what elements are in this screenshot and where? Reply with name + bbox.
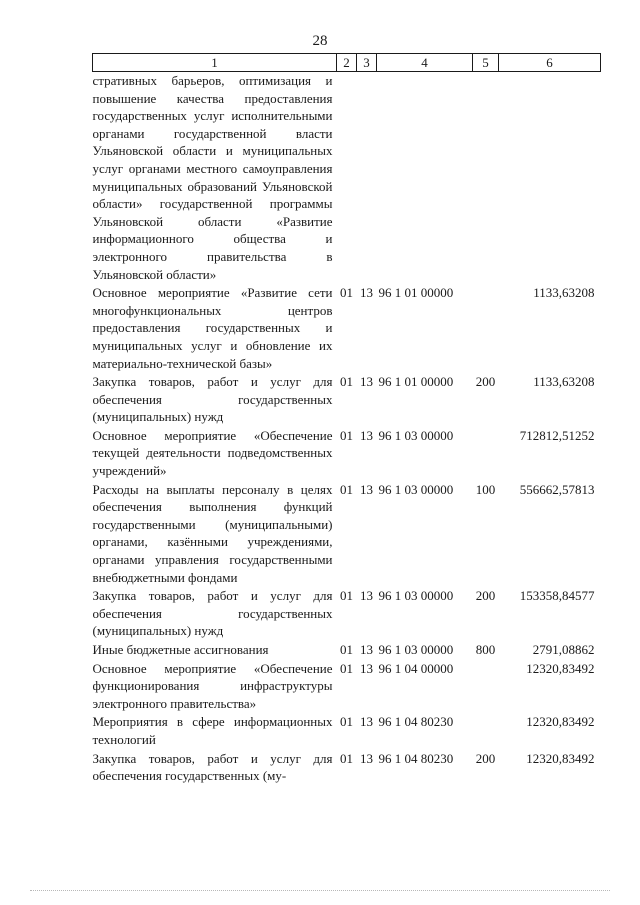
row-sum — [499, 72, 601, 285]
table-header — [93, 54, 601, 72]
row-name: Основное мероприятие «Обеспечение функционирования инфраструктуры электронного правительства» — [92, 660, 333, 711]
row-csr: 96 1 04 80230 — [378, 750, 454, 766]
row-name: Закупка товаров, работ и услуг для обеспечения государственных (му- — [92, 750, 333, 784]
row-csr: 96 1 01 00000 — [378, 285, 454, 301]
row-name: Расходы на выплаты персоналу в целях обеспечения выполнения функций государственными (муниципальными) органами, казёнными учреждениями, органами управления государственными внебюджетными фондами — [92, 481, 333, 585]
row-sum: 1133,63208 — [533, 374, 595, 390]
row-vr — [473, 713, 499, 749]
row-rz: 01 — [340, 714, 353, 730]
header-col-6: 6 — [499, 54, 601, 72]
row-pr: 13 — [360, 374, 373, 390]
row-name: Закупка товаров, работ и услуг для обеспечения государственных (муниципальных) нужд — [92, 374, 333, 425]
row-rz — [337, 72, 357, 285]
row-pr: 13 — [360, 481, 373, 497]
row-name: Мероприятия в сфере информационных технологий — [92, 714, 333, 747]
row-vr — [473, 284, 499, 373]
row-vr — [473, 72, 499, 285]
row-sum: 556662,57813 — [519, 481, 595, 497]
header-col-5: 5 — [473, 54, 499, 72]
row-csr — [377, 72, 473, 285]
table-row — [93, 481, 601, 588]
row-sum: 153358,84577 — [519, 588, 595, 604]
table-row — [93, 587, 601, 641]
row-vr — [473, 660, 499, 714]
row-rz: 01 — [340, 660, 353, 676]
row-pr: 13 — [360, 714, 373, 730]
row-pr: 13 — [360, 642, 373, 657]
header-col-2: 2 — [337, 54, 357, 72]
row-pr: 13 — [360, 588, 373, 604]
row-csr: 96 1 01 00000 — [378, 374, 454, 390]
row-name: Закупка товаров, работ и услуг для обеспечения государственных (муниципальных) нужд — [92, 588, 333, 639]
header-col-1: 1 — [93, 54, 337, 72]
row-csr: 96 1 04 00000 — [378, 660, 454, 676]
row-pr — [357, 72, 377, 285]
row-rz: 01 — [340, 588, 353, 604]
row-vr: 800 — [475, 642, 496, 657]
scan-edge-noise — [30, 890, 610, 892]
row-vr: 200 — [475, 750, 496, 766]
table-row — [93, 284, 601, 373]
row-rz: 01 — [340, 481, 353, 497]
page-number: 28 — [312, 33, 328, 49]
row-vr: 200 — [475, 588, 496, 604]
row-csr: 96 1 03 00000 — [378, 588, 454, 604]
row-vr: 100 — [475, 481, 496, 497]
row-csr: 96 1 03 00000 — [378, 481, 454, 497]
table-row — [93, 427, 601, 481]
budget-table — [92, 53, 601, 786]
row-rz: 01 — [340, 750, 353, 766]
row-vr — [473, 427, 499, 481]
row-name: стративных барьеров, оптимизация и повышение качества предоставления государственных услуг исполнительными органами государственной власти Ульяновской области и муниципальных услуг органами местного самоуправления муниципальных образований Ульяновской области» государственной программы Ульяновской области «Развитие информационного общества и электронного правительства в Ульяновской области» — [92, 73, 333, 282]
row-sum: 12320,83492 — [526, 714, 595, 730]
row-name: Основное мероприятие «Обеспечение текущей деятельности подведомственных учреждений» — [92, 427, 333, 479]
row-rz: 01 — [340, 285, 353, 301]
row-rz: 01 — [340, 427, 353, 443]
row-name: Иные бюджетные ассигнования — [92, 642, 269, 657]
table-row — [93, 641, 601, 660]
row-pr: 13 — [360, 285, 373, 301]
row-sum: 1133,63208 — [533, 285, 595, 301]
row-rz: 01 — [340, 374, 353, 390]
table-body — [93, 72, 601, 786]
row-csr: 96 1 03 00000 — [378, 642, 454, 657]
table-row — [93, 713, 601, 749]
table-row — [93, 750, 601, 786]
row-sum: 2791,08862 — [532, 642, 595, 657]
row-csr: 96 1 04 80230 — [378, 714, 454, 730]
row-csr: 96 1 03 00000 — [378, 427, 454, 443]
row-pr: 13 — [360, 750, 373, 766]
row-rz: 01 — [340, 642, 353, 657]
table-row — [93, 660, 601, 714]
row-sum: 12320,83492 — [526, 660, 595, 676]
row-pr: 13 — [360, 660, 373, 676]
table-row — [93, 72, 601, 285]
header-col-4: 4 — [377, 54, 473, 72]
row-name: Основное мероприятие «Развитие сети многофункциональных центров предоставления государственных и муниципальных услуг и обновление их материально-технической базы» — [92, 285, 333, 371]
header-col-3: 3 — [357, 54, 377, 72]
row-pr: 13 — [360, 427, 373, 443]
row-sum: 712812,51252 — [519, 427, 595, 443]
header-row — [93, 54, 601, 72]
row-vr: 200 — [475, 374, 496, 390]
table-row — [93, 373, 601, 427]
row-sum: 12320,83492 — [526, 750, 595, 766]
